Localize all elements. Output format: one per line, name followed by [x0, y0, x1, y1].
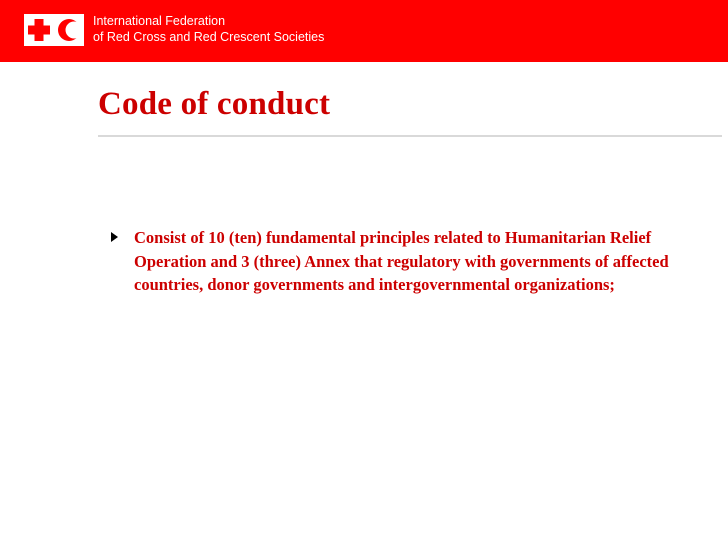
organization-name-line-2: of Red Cross and Red Crescent Societies — [93, 30, 325, 44]
triangle-bullet-icon — [111, 232, 118, 242]
slide-title: Code of conduct — [98, 86, 331, 122]
header-band — [0, 0, 728, 62]
red-cross-red-crescent-logo-icon — [24, 14, 84, 46]
organization-name-line-1: International Federation — [93, 14, 226, 28]
title-divider — [98, 135, 722, 137]
bullet-item — [108, 226, 718, 297]
bullet-list — [108, 226, 718, 297]
organization-name — [93, 13, 324, 45]
bullet-text: Consist of 10 (ten) fundamental principles related to Humanitarian Relief Operation and 3 (three) Annex that regulatory with governments of affected countries, donor governments and intergovernmental organizations; — [134, 228, 669, 294]
